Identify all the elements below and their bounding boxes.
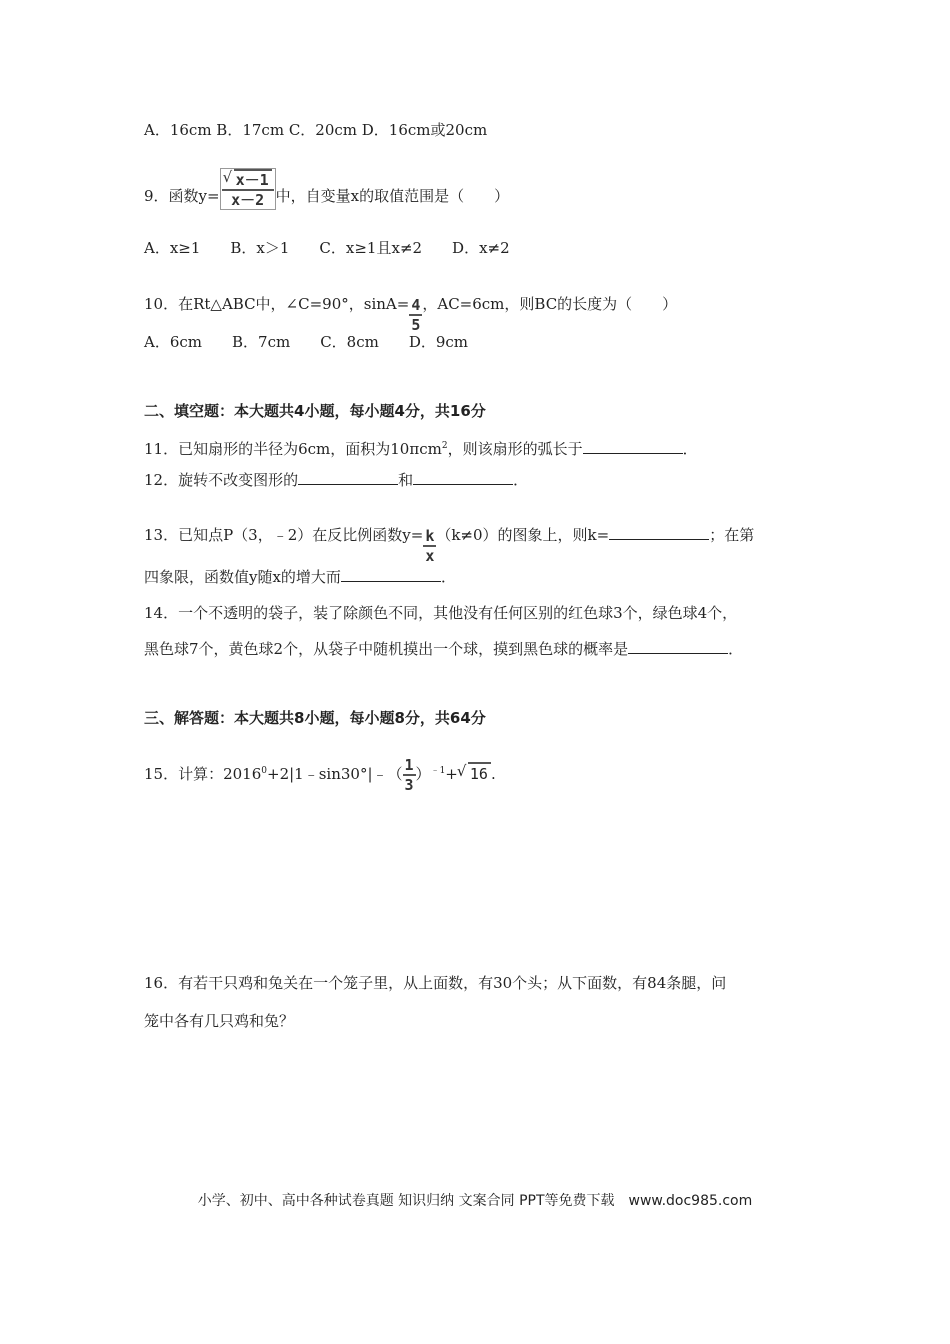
footer-text: 小学、初中、高中各种试卷真题 知识归纳 文案合同 PPT等免费下载 www.doc985.com — [197, 1193, 753, 1209]
answer-blank — [583, 439, 683, 454]
question-10: 10．在Rt△ABC中，∠C=90°，sinA= $\frac{4}{5}$ ，AC=6cm，则BC的长度为（ ） — [144, 295, 678, 334]
answer-blank — [628, 639, 728, 654]
question-14-line-2: 黑色球7个，黄色球2个，从袋子中随机摸出一个球，摸到黑色球的概率是 ． — [144, 640, 744, 658]
question-16-line-2: 笼中各有几只鸡和兔？ — [144, 1012, 295, 1030]
question-14-line-1: 14．一个不透明的袋子，装了除颜色不同，其他没有任何区别的红色球3个，绿色球4个， — [144, 604, 738, 622]
answer-blank — [413, 470, 513, 485]
question-12: 12．旋转不改变图形的 和 ． — [144, 471, 529, 489]
fraction: √ $\frac{x-1}{x-2}$ — [220, 168, 276, 210]
fraction: $\frac{k}{x}$ — [425, 527, 435, 565]
q10-options: A．6cm B．7cm C．8cm D．9cm — [144, 333, 469, 351]
question-15: 15．计算：$2016^0+2|1﹣\sin 30^\circ|﹣$（ $\frac{1}{3}$ ）$^{﹣1}$+√ 16 . — [144, 756, 496, 794]
question-13: 13．已知点P（3，﹣2）在反比例函数y= $\frac{k}{x}$ （k≠0）的图象上，则k= ；在第 — [144, 526, 755, 565]
question-13-line-2: 四象限，函数值y随x的增大而 ． — [144, 568, 456, 586]
fraction: $\frac{4}{5}$ — [411, 296, 421, 334]
sqrt-expression: √ x－1 — [234, 169, 272, 189]
question-16-line-1: 16．有若干只鸡和兔关在一个笼子里，从上面数，有30个头；从下面数，有84条腿，问 — [144, 974, 727, 992]
section-2-title: 二、填空题：本大题共4小题，每小题4分，共16分 — [144, 402, 486, 420]
answer-blank — [609, 525, 709, 540]
q9-options: A．x≥1 B．x＞1 C．x≥1且x≠2 D．x≠2 — [144, 239, 510, 257]
fraction: $\frac{1}{3}$ — [404, 756, 414, 794]
sqrt-expression: √ 16 — [468, 762, 491, 784]
answer-blank — [298, 470, 398, 485]
q8-options: A．16cm B．17cm C．20cm D．16cm或20cm — [144, 121, 488, 139]
question-9: 9．函数y= √ $\frac{x-1}{x-2}$ 中，自变量x的取值范围是（ ） — [144, 176, 509, 218]
section-3-title: 三、解答题：本大题共8小题，每小题8分，共64分 — [144, 709, 486, 727]
question-11: 11．已知扇形的半径为6cm，面积为10πcm$^2$，则该扇形的弧长于 ． — [144, 440, 698, 458]
answer-blank — [341, 567, 441, 582]
